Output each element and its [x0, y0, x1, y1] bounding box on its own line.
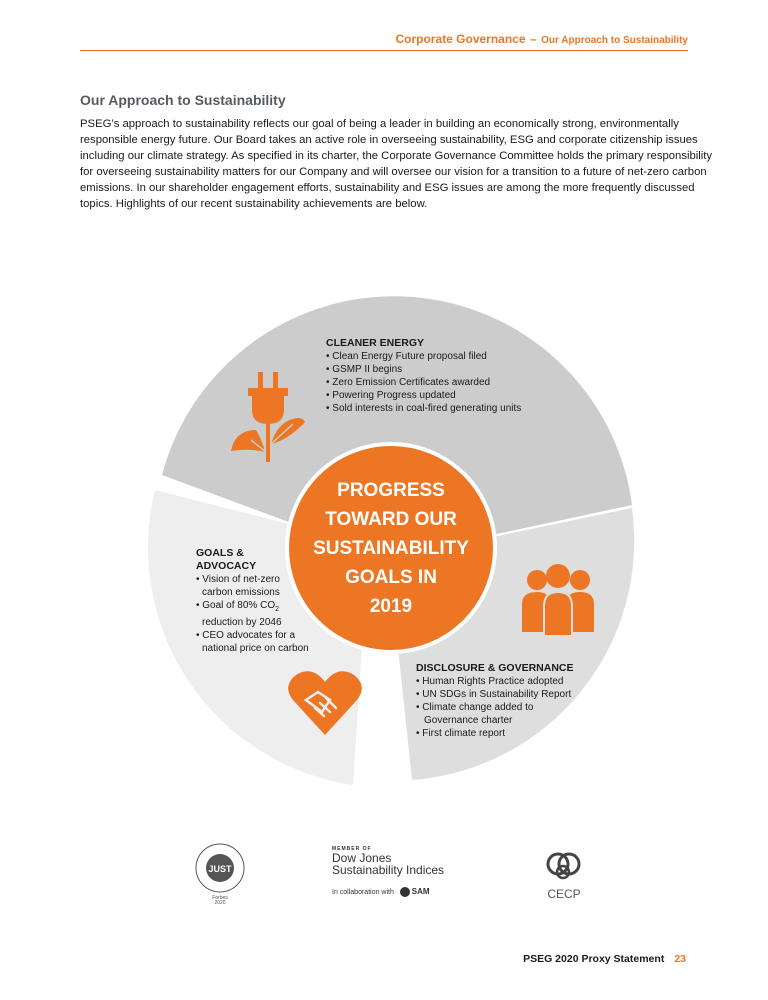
djsi-member: MEMBER OF: [332, 846, 372, 852]
djsi-logo: [332, 846, 444, 897]
cecp-logo: [543, 848, 585, 902]
djsi-collab: In collaboration with: [332, 889, 394, 896]
center-line: 2019: [369, 595, 413, 617]
paragraph-line: for overseeing sustainability matters for our Company and will oversee our vision for a transition to a future of net-zero carbon: [80, 166, 707, 178]
paragraph-line: including our climate strategy. As specified in its charter, the Corporate Governance Committee holds the primary responsibility: [80, 150, 713, 162]
just-caption: Forbes: [212, 895, 228, 901]
paragraph-line: responsible energy future. Our Board takes an active role in overseeing sustainability, ESG and corporate citizenship issues: [80, 134, 698, 146]
center-line: GOALS IN: [345, 566, 437, 588]
disclosure-heading: DISCLOSURE & GOVERNANCE: [416, 662, 574, 674]
header-section: Corporate Governance: [395, 32, 526, 46]
djsi-sam: SAM: [411, 887, 430, 896]
center-line: PROGRESS: [337, 479, 445, 501]
goals-advocacy-line: • Vision of net-zero: [196, 574, 280, 585]
center-progress-circle: [285, 442, 497, 654]
disclosure-block: [416, 662, 574, 740]
goals-advocacy-line: carbon emissions: [202, 587, 280, 598]
cleaner-energy-item: • GSMP II begins: [326, 364, 403, 375]
cecp-name: CECP: [547, 887, 581, 901]
goals-advocacy-heading: GOALS &: [196, 547, 244, 559]
footer-text: PSEG 2020 Proxy Statement: [523, 953, 665, 965]
header-separator: –: [529, 32, 537, 46]
goals-advocacy-line: national price on carbon: [202, 643, 309, 654]
page-footer: [523, 953, 686, 965]
cleaner-energy-item: • Sold interests in coal-fired generating units: [326, 403, 522, 414]
paragraph-line: PSEG’s approach to sustainability reflects our goal of being a leader in building an economically strong, environmentally: [80, 118, 679, 130]
sam-icon: [400, 887, 410, 897]
disclosure-item: • First climate report: [416, 728, 506, 739]
goals-advocacy-co2: • Goal of 80% CO: [196, 600, 276, 611]
cleaner-energy-block: [326, 337, 521, 415]
goals-advocacy-heading: ADVOCACY: [196, 560, 257, 572]
section-title: Our Approach to Sustainability: [80, 92, 286, 108]
djsi-line1: Dow Jones: [332, 851, 392, 865]
cleaner-energy-heading: CLEANER ENERGY: [326, 337, 425, 349]
cleaner-energy-item: • Clean Energy Future proposal filed: [326, 351, 487, 362]
cleaner-energy-item: • Zero Emission Certificates awarded: [326, 377, 491, 388]
disclosure-item: • Climate change added to: [416, 702, 534, 713]
center-line: SUSTAINABILITY: [313, 537, 469, 559]
just-year: 2020: [214, 900, 226, 905]
cleaner-energy-item: • Powering Progress updated: [326, 390, 456, 401]
center-line: TOWARD OUR: [325, 508, 457, 530]
disclosure-item: • UN SDGs in Sustainability Report: [416, 689, 572, 700]
djsi-line2: Sustainability Indices: [332, 863, 445, 877]
goals-advocacy-line: reduction by 2046: [202, 617, 282, 628]
just-companies-logo: [195, 843, 245, 905]
paragraph-line: emissions. In our shareholder engagement efforts, sustainability and ESG issues are among the more frequently discussed: [80, 182, 695, 194]
paragraph-line: topics. Highlights of our recent sustainability achievements are below.: [80, 198, 428, 210]
goals-advocacy-line: • CEO advocates for a: [196, 630, 296, 641]
header-subsection: Our Approach to Sustainability: [541, 35, 688, 46]
goals-advocacy-line: [196, 599, 309, 616]
page-number: 23: [674, 953, 686, 965]
people-group-icon: [522, 564, 594, 636]
just-word: JUST: [208, 864, 232, 874]
goals-advocacy-subscript: 2: [275, 606, 279, 613]
disclosure-item: Governance charter: [424, 715, 513, 726]
disclosure-item: • Human Rights Practice adopted: [416, 676, 564, 687]
